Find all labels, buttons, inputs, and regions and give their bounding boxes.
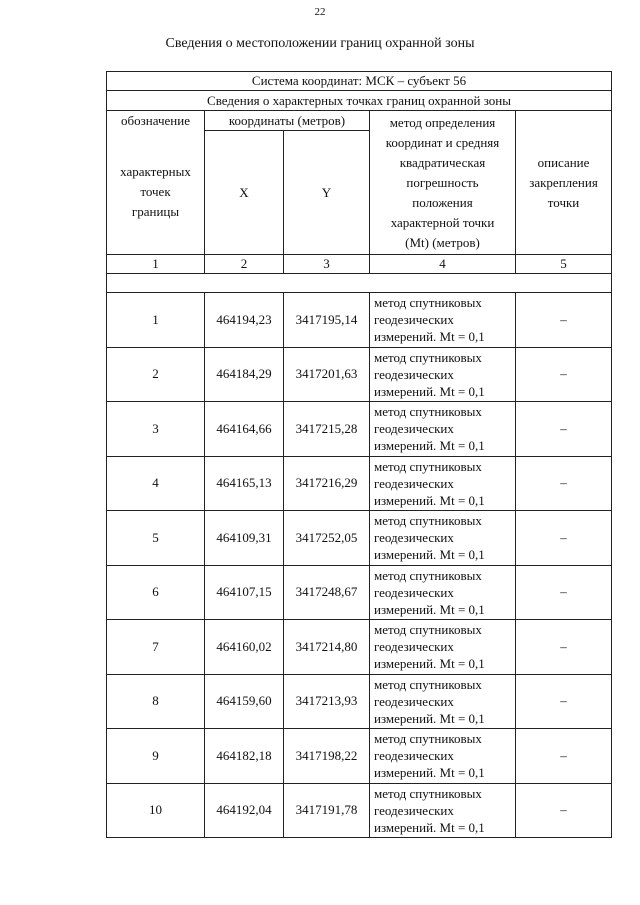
header-method-line: координат и средняя [385, 134, 500, 150]
method-line: геодезических [374, 639, 454, 655]
method-line: геодезических [374, 475, 454, 491]
header-method-line: метод определения [389, 114, 496, 130]
header-method [370, 111, 516, 255]
header-y: Y [284, 131, 370, 255]
method-cell [370, 511, 516, 566]
method-cell [370, 293, 516, 348]
description-cell: – [516, 402, 612, 457]
point-number: 6 [107, 565, 205, 620]
coord-x: 464159,60 [205, 674, 284, 729]
coord-y: 3417216,29 [284, 456, 370, 511]
coord-x: 464109,31 [205, 511, 284, 566]
coord-y: 3417191,78 [284, 783, 370, 838]
table-row [107, 456, 612, 511]
method-line: геодезических [374, 802, 454, 818]
point-number: 5 [107, 511, 205, 566]
description-cell: – [516, 293, 612, 348]
point-number: 9 [107, 729, 205, 784]
description-cell: – [516, 456, 612, 511]
coord-x: 464182,18 [205, 729, 284, 784]
table-row [107, 565, 612, 620]
method-cell [370, 620, 516, 675]
header-designation-line: границы [131, 204, 180, 220]
point-number: 2 [107, 347, 205, 402]
method-line: измерений. Mt = 0,1 [374, 710, 485, 726]
coord-y: 3417201,63 [284, 347, 370, 402]
table-row [107, 402, 612, 457]
coord-y: 3417215,28 [284, 402, 370, 457]
header-description-line: закрепления [529, 174, 598, 190]
method-cell [370, 729, 516, 784]
point-number: 1 [107, 293, 205, 348]
method-line: измерений. Mt = 0,1 [374, 547, 485, 563]
table-row [107, 674, 612, 729]
coord-x: 464164,66 [205, 402, 284, 457]
description-cell: – [516, 511, 612, 566]
method-line: метод спутниковых [374, 458, 482, 474]
coord-x: 464184,29 [205, 347, 284, 402]
header-method-line: характерной точки [390, 214, 495, 230]
table-row [107, 620, 612, 675]
column-number: 1 [107, 255, 205, 274]
header-designation-line: точек [140, 184, 171, 200]
method-line: измерений. Mt = 0,1 [374, 601, 485, 617]
description-cell: – [516, 565, 612, 620]
header-designation [107, 131, 205, 255]
table-row [107, 511, 612, 566]
coord-system-label: Система координат: МСК – субъект 56 [107, 72, 612, 91]
header-method-line: квадратическая [399, 154, 486, 170]
point-number: 3 [107, 402, 205, 457]
header-x: X [205, 131, 284, 255]
method-line: метод спутниковых [374, 404, 482, 420]
header-description-line: описание [537, 154, 590, 170]
table-row [107, 293, 612, 348]
method-line: метод спутниковых [374, 513, 482, 529]
point-number: 7 [107, 620, 205, 675]
spacer-row [107, 274, 612, 293]
method-line: геодезических [374, 530, 454, 546]
method-cell [370, 402, 516, 457]
method-line: метод спутниковых [374, 295, 482, 311]
header-designation-line: характерных [120, 164, 191, 180]
column-number: 5 [516, 255, 612, 274]
method-cell [370, 783, 516, 838]
method-line: измерений. Mt = 0,1 [374, 656, 485, 672]
method-line: метод спутниковых [374, 785, 482, 801]
coord-y: 3417214,80 [284, 620, 370, 675]
method-cell [370, 347, 516, 402]
method-line: измерений. Mt = 0,1 [374, 765, 485, 781]
point-number: 10 [107, 783, 205, 838]
header-method-line: (Mt) (метров) [405, 234, 480, 250]
point-number: 4 [107, 456, 205, 511]
coord-x: 464192,04 [205, 783, 284, 838]
description-cell: – [516, 620, 612, 675]
point-number: 8 [107, 674, 205, 729]
header-description-line: точки [547, 194, 580, 210]
header-description [516, 111, 612, 255]
method-line: метод спутниковых [374, 349, 482, 365]
column-number: 2 [205, 255, 284, 274]
table-row [107, 729, 612, 784]
description-cell: – [516, 729, 612, 784]
method-line: геодезических [374, 584, 454, 600]
column-number: 4 [370, 255, 516, 274]
header-method-line: погрешность [406, 174, 479, 190]
method-cell [370, 456, 516, 511]
method-line: метод спутниковых [374, 622, 482, 638]
header-coordinates: координаты (метров) [205, 111, 370, 131]
method-line: измерений. Mt = 0,1 [374, 492, 485, 508]
method-line: геодезических [374, 421, 454, 437]
coord-x: 464107,15 [205, 565, 284, 620]
method-line: метод спутниковых [374, 567, 482, 583]
coord-y: 3417252,05 [284, 511, 370, 566]
method-line: измерений. Mt = 0,1 [374, 329, 485, 345]
method-line: измерений. Mt = 0,1 [374, 383, 485, 399]
method-line: измерений. Mt = 0,1 [374, 438, 485, 454]
method-line: геодезических [374, 693, 454, 709]
table-row [107, 783, 612, 838]
method-line: измерений. Mt = 0,1 [374, 819, 485, 835]
header-method-line: положения [412, 194, 473, 210]
method-line: метод спутниковых [374, 731, 482, 747]
coord-y: 3417195,14 [284, 293, 370, 348]
coord-x: 464194,23 [205, 293, 284, 348]
method-cell [370, 674, 516, 729]
coord-y: 3417213,93 [284, 674, 370, 729]
method-line: метод спутниковых [374, 676, 482, 692]
header-designation-line: обозначение [107, 111, 205, 131]
coord-x: 464160,02 [205, 620, 284, 675]
method-line: геодезических [374, 312, 454, 328]
description-cell: – [516, 347, 612, 402]
column-number: 3 [284, 255, 370, 274]
page-title: Сведения о местоположении границ охранной зоны [165, 36, 475, 51]
description-cell: – [516, 783, 612, 838]
method-line: геодезических [374, 748, 454, 764]
table-subtitle: Сведения о характерных точках границ охранной зоны [107, 91, 612, 111]
coord-x: 464165,13 [205, 456, 284, 511]
method-cell [370, 565, 516, 620]
coord-y: 3417248,67 [284, 565, 370, 620]
description-cell: – [516, 674, 612, 729]
table-row [107, 347, 612, 402]
coord-y: 3417198,22 [284, 729, 370, 784]
method-line: геодезических [374, 366, 454, 382]
coordinates-table [106, 71, 612, 838]
page-number: 22 [314, 6, 326, 18]
